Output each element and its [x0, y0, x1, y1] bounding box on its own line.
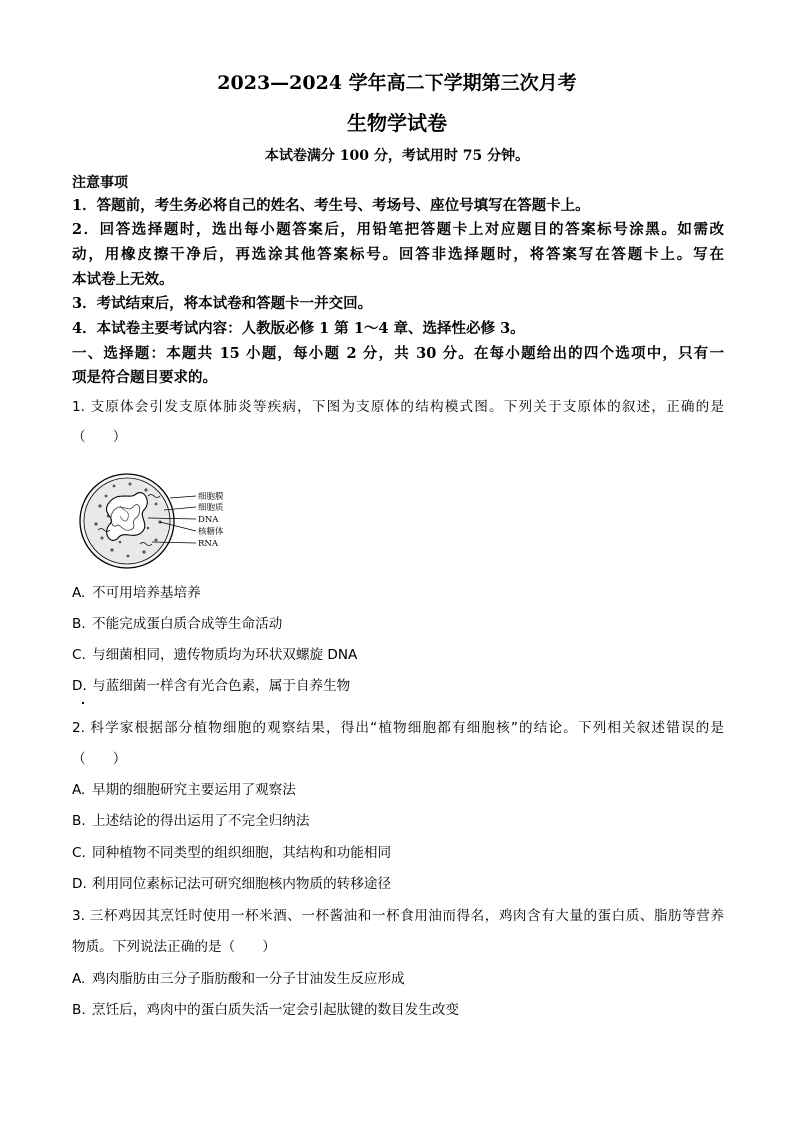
q1-stem-line-1: 1. 支原体会引发支原体肺炎等疾病，下图为支原体的结构模式图。下列关于支原体的叙述，正确的是	[72, 399, 724, 415]
q3-stem-line-2: 物质。下列说法正确的是（ ）	[72, 939, 276, 955]
option-text: 与细菌相同，遗传物质均为环状双螺旋 DNA	[92, 647, 358, 663]
option-text: 不可用培养基培养	[92, 585, 201, 601]
note-item-2-line-2: 动，用橡皮擦干净后，再选涂其他答案标号。回答非选择题时，将答案写在答题卡上。写在	[72, 246, 724, 263]
option-label: B.	[72, 1002, 86, 1018]
option-text: 早期的细胞研究主要运用了观察法	[92, 782, 296, 798]
q1-option-b	[72, 618, 724, 632]
exam-subtitle: 生物学试卷	[347, 111, 447, 135]
section-1-line-2: 项是符合题目要求的。	[72, 369, 217, 386]
option-text: 烹饪后，鸡肉中的蛋白质失活一定会引起肽键的数目发生改变	[92, 1002, 460, 1018]
note-item-2-line-3: 本试卷上无效。	[72, 271, 174, 288]
option-text: 与蓝细菌一样含有光合色素，属于自养生物	[92, 678, 351, 694]
q3-option-b	[72, 1004, 724, 1018]
option-text: 鸡肉脂肪由三分子脂肪酸和一分子甘油发生反应形成	[92, 971, 405, 987]
option-label: A.	[72, 585, 86, 601]
label-cytoplasm: 细胞质	[198, 503, 224, 513]
option-label: A.	[72, 971, 86, 987]
option-label: C.	[72, 845, 86, 861]
q1-option-a	[72, 587, 724, 601]
notes-heading: 注意事项	[72, 175, 128, 191]
section-1-line-1: 一、选择题：本题共 15 小题，每小题 2 分，共 30 分。在每小题给出的四个选项中，只有一	[72, 345, 724, 362]
note-item-3: 3．考试结束后，将本试卷和答题卡一并交回。	[72, 295, 373, 312]
q2-stem-line-1: 2. 科学家根据部分植物细胞的观察结果，得出“植物细胞都有细胞核”的结论。下列相关叙述错误的是	[72, 720, 724, 736]
option-text: 同种植物不同类型的组织细胞，其结构和功能相同	[92, 845, 392, 861]
label-cell-membrane: 细胞膜	[198, 492, 224, 502]
option-text: 利用同位素标记法可研究细胞核内物质的转移途径	[92, 876, 392, 892]
note-item-2-line-1: 2．回答选择题时，选出每小题答案后，用铅笔把答题卡上对应题目的答案标号涂黑。如需改	[72, 221, 724, 238]
exam-title: 2023—2024 学年高二下学期第三次月考	[217, 72, 577, 94]
note-item-1: 1．答题前，考生务必将自己的姓名、考生号、考场号、座位号填写在答题卡上。	[72, 197, 590, 214]
mycoplasma-structure-figure	[78, 466, 238, 576]
q1-stem-line-2: （ ）	[72, 429, 127, 445]
q2-option-b	[72, 815, 724, 829]
label-dna: DNA	[198, 515, 219, 525]
q1-option-d	[72, 680, 724, 694]
label-rna: RNA	[198, 539, 218, 549]
option-label: D.	[72, 876, 87, 892]
option-label: B.	[72, 813, 86, 829]
q3-stem-line-1: 3. 三杯鸡因其烹饪时使用一杯米酒、一杯酱油和一杯食用油而得名，鸡肉含有大量的蛋白质、脂肪等营养	[72, 908, 724, 924]
q2-option-c	[72, 847, 724, 861]
option-label: B.	[72, 616, 86, 632]
stray-dot	[82, 702, 84, 704]
option-text: 不能完成蛋白质合成等生命活动	[92, 616, 283, 632]
score-note: 本试卷满分 100 分，考试用时 75 分钟。	[264, 148, 530, 164]
q2-option-a	[72, 784, 724, 798]
option-label: C.	[72, 647, 86, 663]
option-label: A.	[72, 782, 86, 798]
label-ribosome: 核糖体	[198, 527, 224, 537]
q2-stem-line-2: （ ）	[72, 751, 127, 767]
option-label: D.	[72, 678, 87, 694]
note-item-4: 4．本试卷主要考试内容：人教版必修 1 第 1～4 章、选择性必修 3。	[72, 320, 525, 337]
option-text: 上述结论的得出运用了不完全归纳法	[92, 813, 310, 829]
q1-option-c	[72, 649, 724, 663]
q3-option-a	[72, 973, 724, 987]
q2-option-d	[72, 878, 724, 892]
